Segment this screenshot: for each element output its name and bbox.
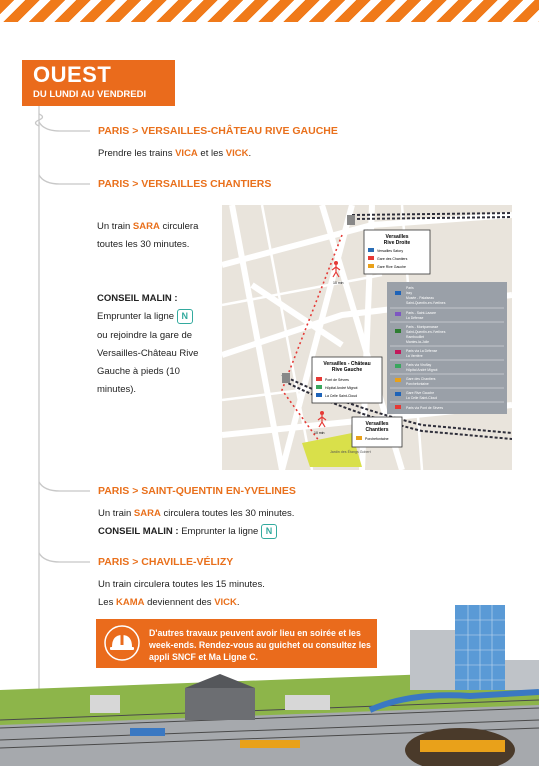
svg-text:Hôpital André Mignot: Hôpital André Mignot [406, 368, 438, 372]
svg-text:Gare des Chantiers: Gare des Chantiers [377, 257, 408, 261]
svg-text:Gare Rive Gauche: Gare Rive Gauche [406, 391, 435, 395]
svg-text:Chantiers: Chantiers [365, 427, 389, 433]
tip-text-2: Versailles-Château Rive [97, 348, 199, 359]
tunnel-machine [420, 740, 505, 752]
walk-label-2: 10 min [314, 431, 325, 435]
station-card-ch [352, 417, 402, 447]
svg-text:Gare Rive Gauche: Gare Rive Gauche [377, 265, 406, 269]
svg-text:Paris via La Défense: Paris via La Défense [406, 349, 438, 353]
svg-text:Paris via Pont de Sèvres: Paris via Pont de Sèvres [406, 406, 444, 410]
station-card-rg [312, 357, 382, 403]
svg-text:La Défense: La Défense [406, 316, 424, 320]
section-text-versailles-rg: Prendre les trains VICA et les VICK. [98, 148, 252, 159]
map-legend [387, 282, 507, 414]
tip-text-3: Gauche à pieds (10 [97, 366, 180, 377]
tip-text-1: ou rejoindre la gare de [97, 330, 193, 341]
svg-text:Paris via Viroflay: Paris via Viroflay [406, 363, 432, 367]
tip-line: Emprunter la ligne N [97, 309, 193, 324]
section-title-chaville: PARIS > CHAVILLE-VÉLIZY [98, 556, 234, 568]
station-card-rd [364, 230, 430, 274]
work-train [240, 740, 300, 748]
tip-line-saint-quentin: CONSEIL MALIN : Emprunter la ligne N [98, 524, 277, 539]
section-title-versailles-rg: PARIS > VERSAILLES-CHÂTEAU RIVE GAUCHE [98, 125, 338, 137]
svg-text:Rive Gauche: Rive Gauche [331, 367, 363, 373]
section-text-saint-quentin: Un train SARA circulera toutes les 30 minutes. [98, 508, 295, 519]
svg-text:Versailles - Château: Versailles - Château [323, 361, 371, 367]
svg-text:Hôpital André Mignot: Hôpital André Mignot [325, 386, 358, 390]
svg-text:Pont de Sèvres: Pont de Sèvres [325, 378, 349, 382]
svg-text:Issy: Issy [406, 291, 413, 295]
walk-label-1: 10 min [333, 281, 344, 285]
svg-text:La Celle Saint-Cloud: La Celle Saint-Cloud [406, 396, 438, 400]
svg-text:Paris: Paris [406, 286, 414, 290]
tip-label: CONSEIL MALIN : [97, 293, 178, 304]
worker-helmet-icon [104, 625, 140, 661]
section-text-chaville-2: Les KAMA deviennent des VICK. [98, 597, 240, 608]
section-text-chaville-1: Un train circulera toutes les 15 minutes. [98, 579, 265, 590]
depot-building [185, 688, 255, 720]
svg-text:Mantes-la-Jolie: Mantes-la-Jolie [406, 340, 429, 344]
svg-text:Rive Droite: Rive Droite [383, 240, 411, 246]
page-title: OUEST [33, 62, 112, 87]
svg-text:Rambouillet: Rambouillet [406, 335, 424, 339]
svg-text:Paris - Montparnasse: Paris - Montparnasse [406, 325, 439, 329]
station-marker-rd [347, 215, 355, 225]
area-map [222, 205, 512, 470]
svg-text:Gare des Chantiers: Gare des Chantiers [406, 377, 436, 381]
svg-text:Saint-Quentin-en-Yvelines: Saint-Quentin-en-Yvelines [406, 330, 446, 334]
svg-text:Paris - Saint-Lazare: Paris - Saint-Lazare [406, 311, 436, 315]
svg-text:Porchefontaine: Porchefontaine [406, 382, 429, 386]
svg-text:Versailles Satory: Versailles Satory [377, 249, 404, 253]
svg-text:Versailles: Versailles [365, 421, 389, 427]
line-n-badge: N [261, 524, 277, 539]
svg-text:La Celle Saint-Cloud: La Celle Saint-Cloud [325, 394, 358, 398]
park-label: Jardin des Étangs Gobert [330, 450, 371, 454]
section-text-line1: Un train SARA circulera [97, 221, 199, 232]
section-title-versailles-chantiers: PARIS > VERSAILLES CHANTIERS [98, 178, 272, 190]
svg-text:La Verrière: La Verrière [406, 354, 423, 358]
svg-text:Versailles: Versailles [385, 234, 409, 240]
station-marker-rg [282, 373, 290, 383]
svg-text:Musée - Palaiseau: Musée - Palaiseau [406, 296, 435, 300]
svg-text:Porchefontaine: Porchefontaine [365, 437, 389, 441]
svg-text:Saint-Quentin-en-Yvelines: Saint-Quentin-en-Yvelines [406, 301, 446, 305]
tip-text-4: minutes). [97, 384, 137, 395]
page-subtitle: DU LUNDI AU VENDREDI [33, 89, 147, 100]
info-text: D'autres travaux peuvent avoir lieu en soirée et les week-ends. Rendez-vous au guichet ou consultez les appli SNCF et Ma Ligne C. [149, 628, 371, 662]
section-text-line2: toutes les 30 minutes. [97, 239, 190, 250]
section-title-saint-quentin: PARIS > SAINT-QUENTIN EN-YVELINES [98, 485, 296, 497]
line-n-badge: N [177, 309, 193, 324]
